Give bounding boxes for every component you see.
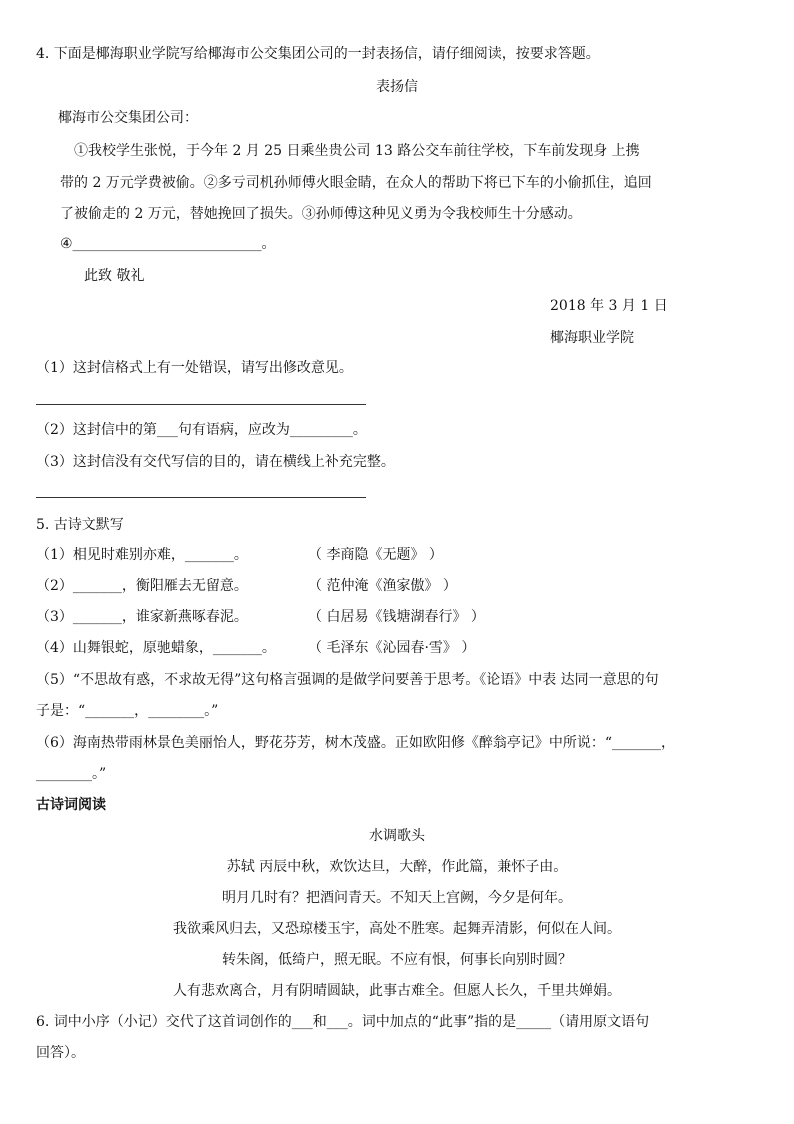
q5-item-5-line-2: 子是：“_______，________。” bbox=[36, 703, 219, 719]
letter-salutation: 椰海市公交集团公司： bbox=[58, 110, 198, 126]
q5-item-4-source: （ 毛泽东《沁园春·雪》 ） bbox=[308, 640, 476, 656]
poem-title: 水调歌头 bbox=[369, 828, 425, 844]
poem-section-heading: 古诗词阅读 bbox=[36, 797, 106, 813]
letter-body-line-2: 带的 2 万元学费被偷。②多亏司机孙师傅火眼金睛，在众人的帮助下将已下车的小偷抓住，追回 bbox=[60, 175, 652, 191]
letter-signer: 椰海职业学院 bbox=[550, 330, 634, 346]
q4-sub3: （3）这封信没有交代写信的目的，请在横线上补充完整。 bbox=[36, 454, 395, 470]
poem-line-3: 转朱阁，低绮户，照无眠。不应有恨，何事长向别时圆？ bbox=[222, 952, 572, 968]
q5-item-6-line-1: （6）海南热带雨林景色美丽怡人，野花芬芳，树木茂盛。正如欧阳修《醉翁亭记》中所说：“_______， bbox=[36, 735, 676, 751]
answer-line-1 bbox=[36, 404, 366, 405]
q6-line-1: 6. 词中小序（小记）交代了这首词创作的___和___。词中加点的“此事”指的是_____（请用原文语句 bbox=[36, 1014, 650, 1030]
q6-line-2: 回答）。 bbox=[36, 1045, 85, 1061]
q5-item-6-line-2: ________。” bbox=[36, 766, 107, 782]
q4-sub2: （2）这封信中的第___句有语病，应改为_________。 bbox=[36, 422, 367, 438]
q5-heading: 5. 古诗文默写 bbox=[36, 517, 124, 533]
letter-body-line-1: ①我校学生张悦，于今年 2 月 25 日乘坐贵公司 13 路公交车前往学校，下车前发现身 上携 bbox=[74, 143, 640, 159]
q5-item-1-source: （ 李商隐《无题》 ） bbox=[308, 547, 443, 563]
letter-date: 2018 年 3 月 1 日 bbox=[550, 298, 668, 314]
q4-intro: 4. 下面是椰海职业学院写给椰海市公交集团公司的一封表扬信，请仔细阅读，按要求答题。 bbox=[36, 46, 600, 62]
q5-item-2-source: （ 范仲淹《渔家傲》 ） bbox=[308, 578, 457, 594]
letter-closing: 此致 敬礼 bbox=[84, 268, 145, 284]
answer-line-2 bbox=[36, 497, 366, 498]
poem-line-2: 我欲乘风归去，又恐琼楼玉宇，高处不胜寒。起舞弄清影，何似在人间。 bbox=[173, 921, 621, 937]
q5-item-2: （2）_______，衡阳雁去无留意。 bbox=[36, 578, 248, 594]
poem-line-1: 明月几时有？把酒问青天。不知天上宫阙，今夕是何年。 bbox=[222, 890, 572, 906]
q5-item-1: （1）相见时难别亦难，_______。 bbox=[36, 547, 248, 563]
q5-item-3-source: （ 白居易《钱塘湖春行》 ） bbox=[308, 609, 485, 625]
q5-item-4: （4）山舞银蛇，原驰蜡象，_______。 bbox=[36, 640, 276, 656]
letter-title: 表扬信 bbox=[376, 79, 418, 95]
letter-body-line-3: 了被偷走的 2 万元，替她挽回了损失。③孙师傅这种见义勇为令我校师生十分感动。 bbox=[60, 206, 582, 222]
q5-item-3: （3）_______，谁家新燕啄春泥。 bbox=[36, 609, 248, 625]
poem-line-4: 人有悲欢离合，月有阴晴圆缺，此事古难全。但愿人长久，千里共婵娟。 bbox=[173, 983, 621, 999]
q4-sub1: （1）这封信格式上有一处错误，请写出修改意见。 bbox=[36, 360, 353, 376]
poem-preface: 苏轼 丙辰中秋，欢饮达旦，大醉，作此篇，兼怀子由。 bbox=[226, 859, 568, 875]
letter-body-line-4-blank: ④___________________________。 bbox=[60, 236, 276, 252]
q5-item-5-line-1: （5）“不思故有惑，不求故无得”这句格言强调的是做学问要善于思考。《论语》中表 达同一意思的句 bbox=[36, 672, 659, 688]
